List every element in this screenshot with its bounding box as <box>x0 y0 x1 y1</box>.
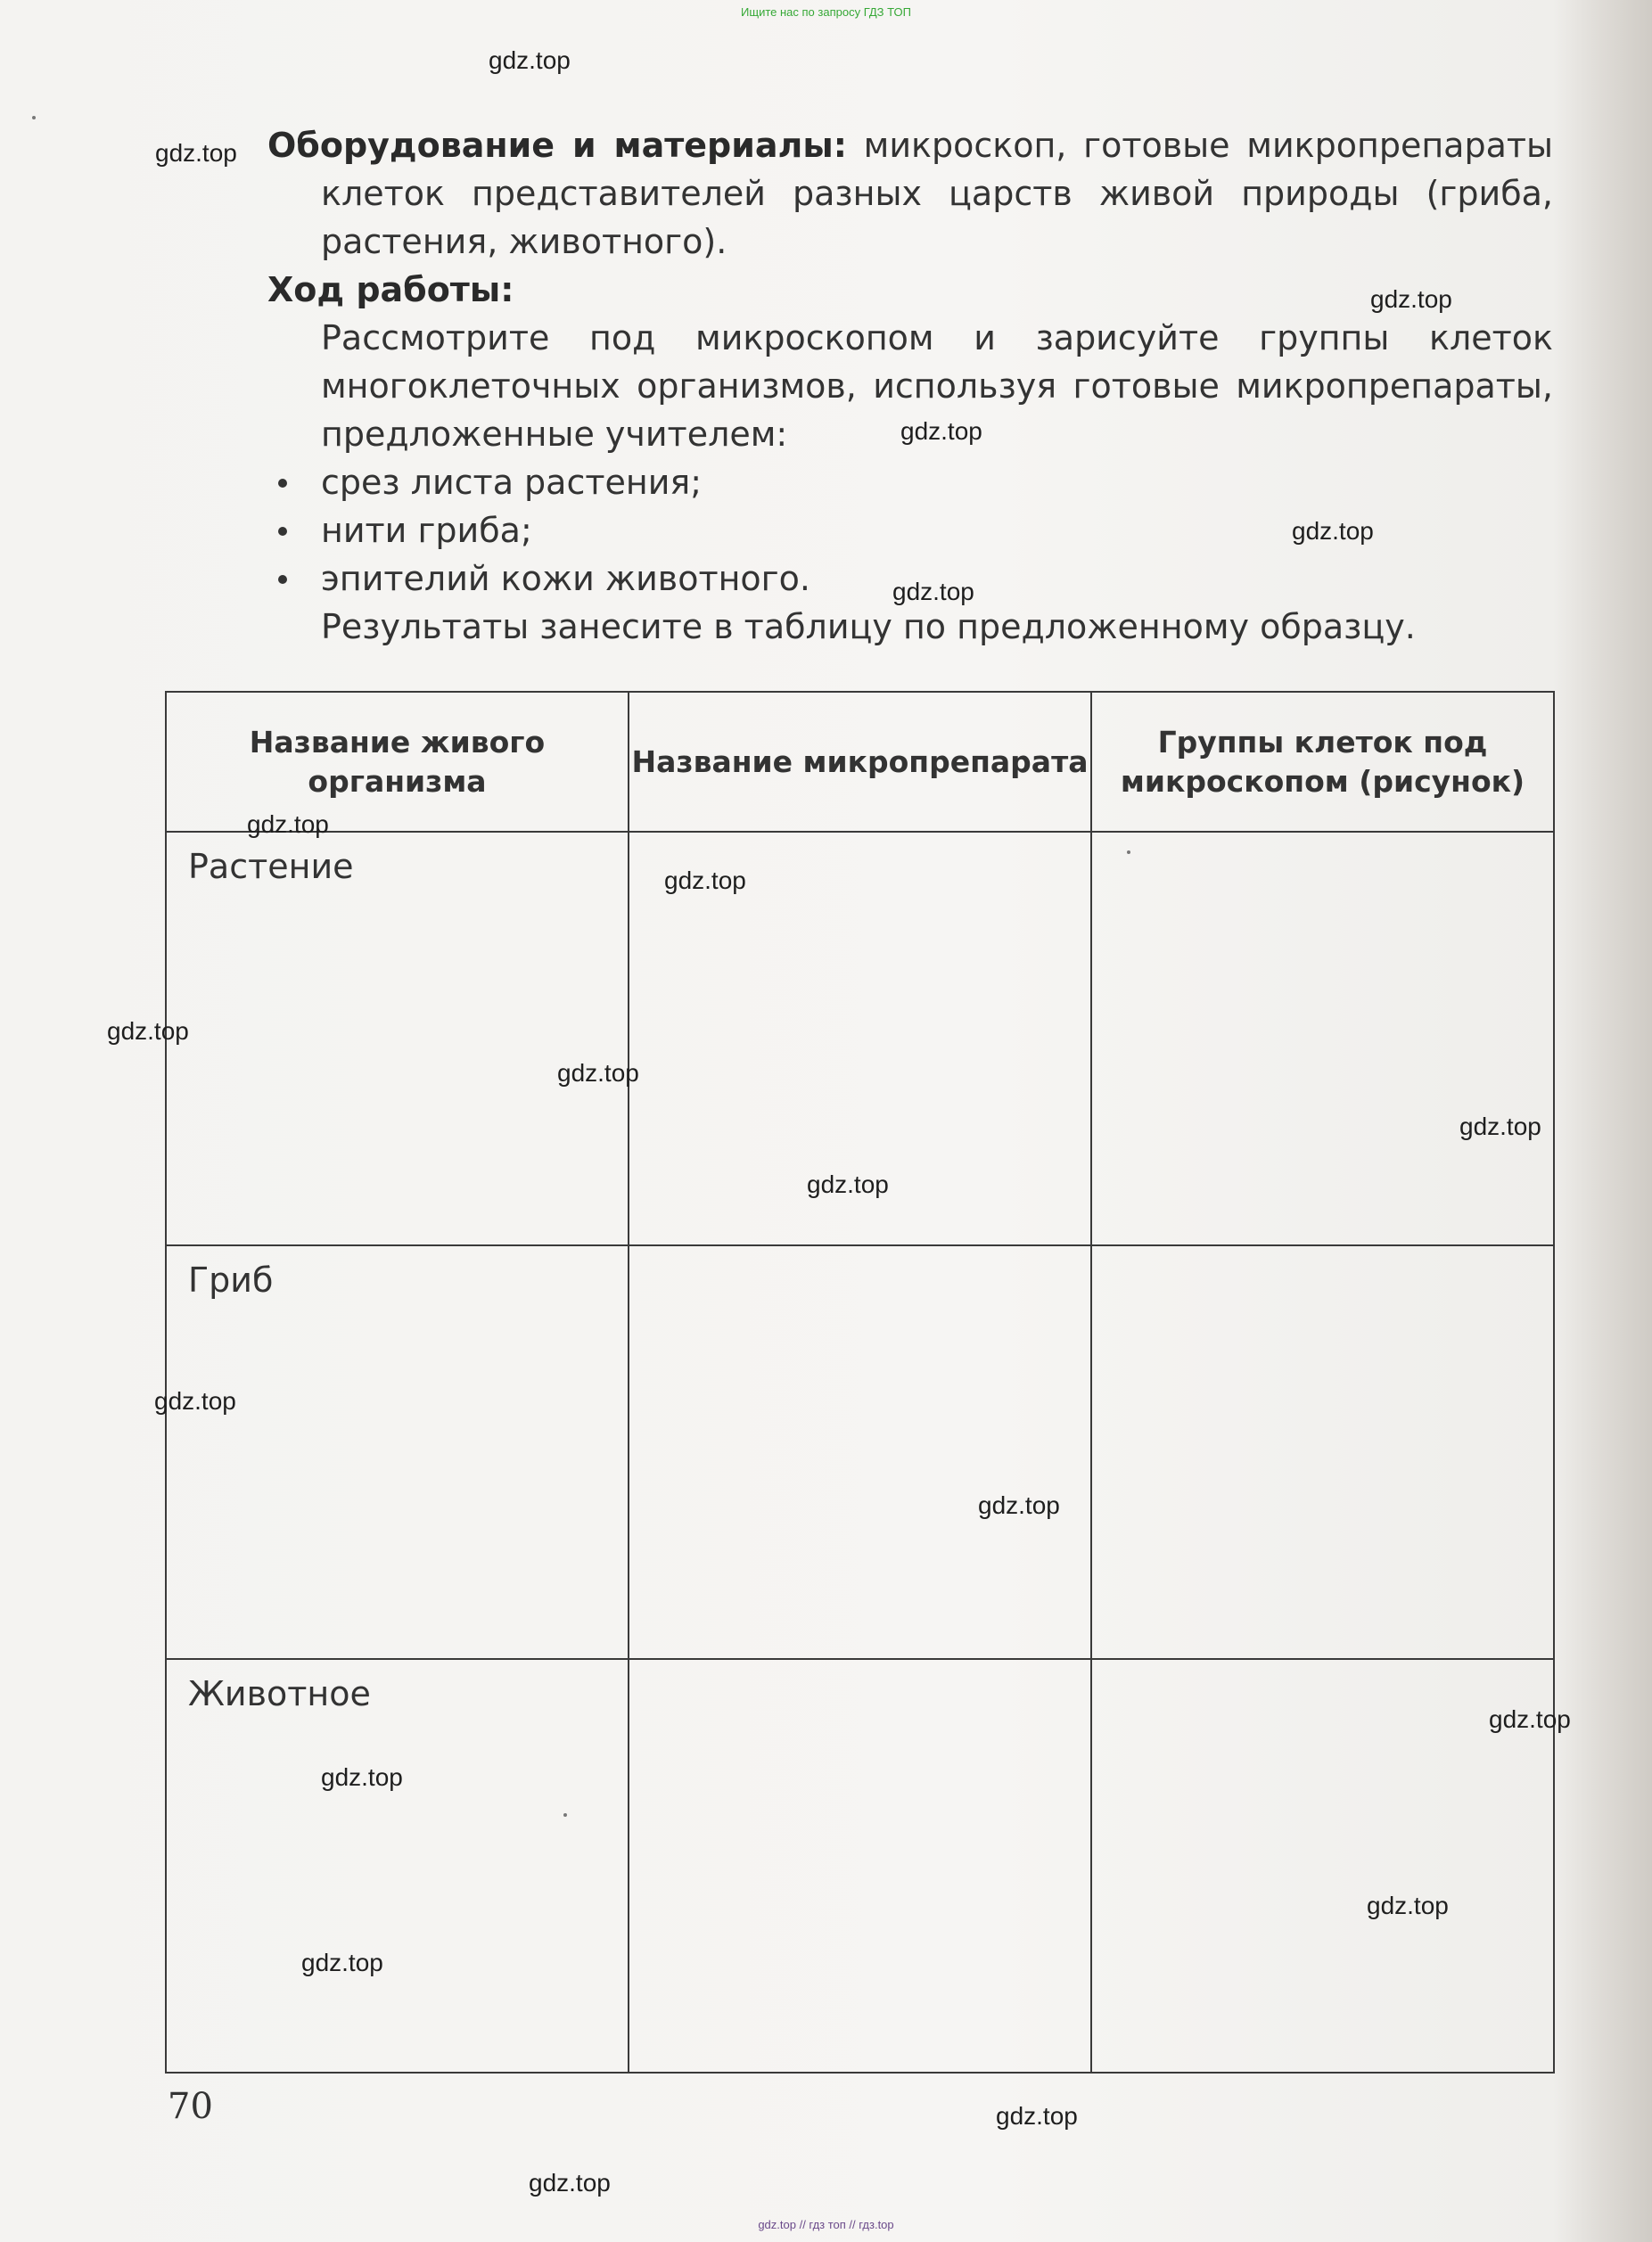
lab-instructions <box>267 121 1553 651</box>
procedure-label: Ход работы: <box>267 270 514 309</box>
scan-speck <box>1127 850 1130 854</box>
procedure-item: срез листа растения; <box>267 458 1553 506</box>
table-row <box>166 1245 1554 1659</box>
watermark[interactable]: gdz.top <box>892 578 974 605</box>
procedure-item: нити гриба; <box>267 506 1553 554</box>
watermark[interactable]: gdz.top <box>154 1387 236 1415</box>
scan-speck <box>563 1813 567 1817</box>
watermark[interactable]: gdz.top <box>107 1017 189 1045</box>
watermark[interactable]: gdz.top <box>489 46 571 74</box>
watermark[interactable]: gdz.top <box>1459 1113 1541 1140</box>
watermark[interactable]: gdz.top <box>247 810 329 838</box>
watermark[interactable]: gdz.top <box>978 1491 1060 1519</box>
top-banner[interactable]: Ищите нас по запросу ГДЗ ТОП <box>741 5 911 19</box>
watermark[interactable]: gdz.top <box>529 2169 611 2197</box>
organism-cell <box>166 832 629 1245</box>
watermark[interactable]: gdz.top <box>807 1170 889 1198</box>
drawing-cell[interactable] <box>1091 1659 1554 2073</box>
slide-cell[interactable] <box>629 1245 1091 1659</box>
table-header-row <box>166 692 1554 832</box>
organism-name: Животное <box>188 1674 371 1713</box>
drawing-cell[interactable] <box>1091 832 1554 1245</box>
organism-name: Гриб <box>188 1261 274 1300</box>
drawing-cell[interactable] <box>1091 1245 1554 1659</box>
watermark[interactable]: gdz.top <box>321 1763 403 1791</box>
bottom-banner[interactable]: gdz.top // гдз топ // гдз.top <box>758 2218 894 2231</box>
watermark[interactable]: gdz.top <box>1367 1892 1449 1919</box>
organism-cell <box>166 1245 629 1659</box>
watermark[interactable]: gdz.top <box>1489 1705 1571 1733</box>
header-drawing: Группы клеток под микроскопом (рисунок) <box>1091 692 1554 832</box>
results-table <box>165 691 1555 2074</box>
procedure-intro: Рассмотрите под микроскопом и зарисуйте группы клеток многоклеточных организмов, используя готовые микропрепараты, предложенные учителем: <box>321 318 1553 454</box>
equipment-label: Оборудование и материалы: <box>267 126 847 165</box>
header-slide: Название микропрепарата <box>629 692 1091 832</box>
organism-cell <box>166 1659 629 2073</box>
watermark[interactable]: gdz.top <box>1292 517 1374 545</box>
watermark[interactable]: gdz.top <box>900 417 982 445</box>
slide-cell[interactable] <box>629 1659 1091 2073</box>
procedure-item: эпителий кожи животного. <box>267 554 1553 603</box>
header-organism: Название живого организма <box>166 692 629 832</box>
watermark[interactable]: gdz.top <box>996 2102 1078 2130</box>
watermark[interactable]: gdz.top <box>664 866 746 894</box>
page-number: 70 <box>168 2086 213 2127</box>
table-row <box>166 1659 1554 2073</box>
equipment-text: микроскоп, готовые микропрепараты клеток представителей разных царств живой природы (гриба, растения, животного). <box>321 126 1553 261</box>
equipment-paragraph <box>267 121 1553 266</box>
watermark[interactable]: gdz.top <box>1370 285 1452 313</box>
watermark[interactable]: gdz.top <box>557 1059 639 1087</box>
procedure-outro: Результаты занесите в таблицу по предложенному образцу. <box>321 607 1416 646</box>
watermark[interactable]: gdz.top <box>301 1949 383 1976</box>
watermark[interactable]: gdz.top <box>155 139 237 167</box>
organism-name: Растение <box>188 847 354 886</box>
scan-speck <box>32 116 36 119</box>
